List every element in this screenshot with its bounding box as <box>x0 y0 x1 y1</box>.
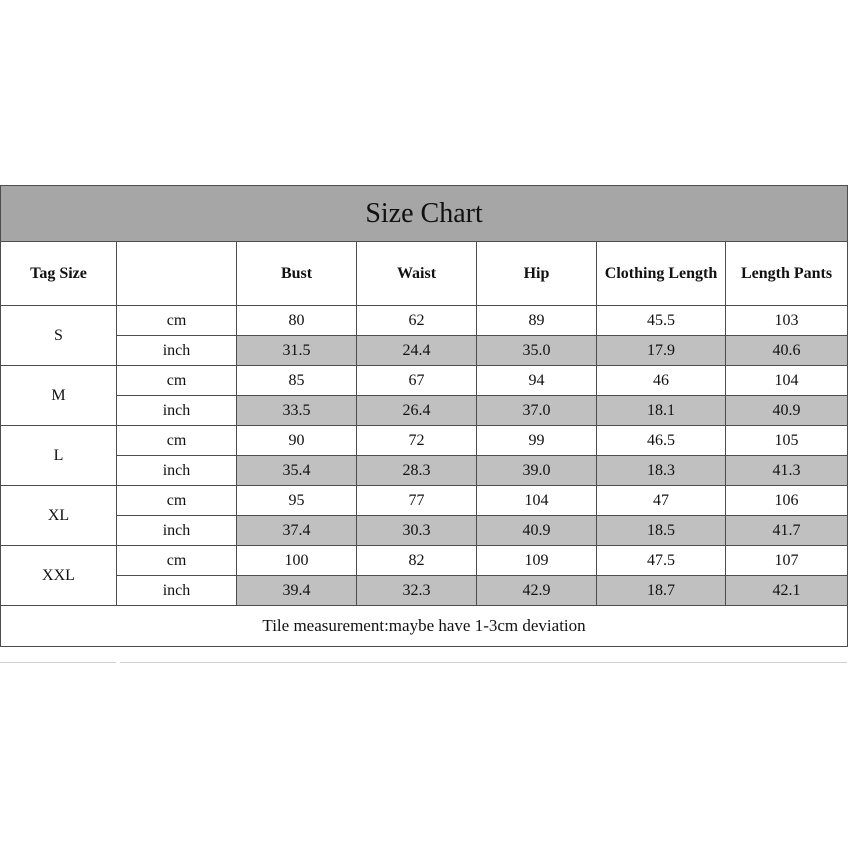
footnote-row <box>1 606 848 647</box>
value-cell: 28.3 <box>357 456 477 486</box>
chart-title: Size Chart <box>1 186 848 242</box>
unit-label: cm <box>117 306 237 336</box>
value-cell: 41.7 <box>726 516 848 546</box>
value-cell: 33.5 <box>237 396 357 426</box>
value-cell: 39.4 <box>237 576 357 606</box>
value-cell: 35.4 <box>237 456 357 486</box>
value-cell: 40.6 <box>726 336 848 366</box>
value-cell: 94 <box>477 366 597 396</box>
unit-label: inch <box>117 456 237 486</box>
column-header-tag-size: Tag Size <box>1 242 117 306</box>
value-cell: 24.4 <box>357 336 477 366</box>
value-cell: 47 <box>597 486 726 516</box>
size-label: XXL <box>1 546 117 606</box>
table-row <box>1 546 848 576</box>
value-cell: 107 <box>726 546 848 576</box>
value-cell: 85 <box>237 366 357 396</box>
header-row <box>1 242 848 306</box>
value-cell: 72 <box>357 426 477 456</box>
grid-line-left <box>0 662 116 663</box>
column-header-hip: Hip <box>477 242 597 306</box>
column-header-waist: Waist <box>357 242 477 306</box>
table-row <box>1 456 848 486</box>
table-row <box>1 306 848 336</box>
value-cell: 40.9 <box>726 396 848 426</box>
value-cell: 37.4 <box>237 516 357 546</box>
value-cell: 82 <box>357 546 477 576</box>
column-header-clothing-length: Clothing Length <box>597 242 726 306</box>
value-cell: 46 <box>597 366 726 396</box>
unit-label: cm <box>117 426 237 456</box>
measurement-note: Tile measurement:maybe have 1-3cm deviation <box>1 606 848 647</box>
value-cell: 30.3 <box>357 516 477 546</box>
value-cell: 89 <box>477 306 597 336</box>
value-cell: 42.9 <box>477 576 597 606</box>
value-cell: 47.5 <box>597 546 726 576</box>
value-cell: 37.0 <box>477 396 597 426</box>
value-cell: 104 <box>726 366 848 396</box>
value-cell: 77 <box>357 486 477 516</box>
grid-line-right <box>120 662 847 663</box>
table-row <box>1 396 848 426</box>
value-cell: 105 <box>726 426 848 456</box>
column-header-bust: Bust <box>237 242 357 306</box>
unit-label: inch <box>117 336 237 366</box>
size-label: S <box>1 306 117 366</box>
value-cell: 90 <box>237 426 357 456</box>
value-cell: 67 <box>357 366 477 396</box>
value-cell: 31.5 <box>237 336 357 366</box>
value-cell: 18.5 <box>597 516 726 546</box>
value-cell: 39.0 <box>477 456 597 486</box>
column-header-length-pants: Length Pants <box>726 242 848 306</box>
value-cell: 32.3 <box>357 576 477 606</box>
unit-label: cm <box>117 486 237 516</box>
table-row <box>1 366 848 396</box>
column-header-unit <box>117 242 237 306</box>
value-cell: 18.1 <box>597 396 726 426</box>
value-cell: 26.4 <box>357 396 477 426</box>
value-cell: 17.9 <box>597 336 726 366</box>
value-cell: 18.7 <box>597 576 726 606</box>
value-cell: 80 <box>237 306 357 336</box>
table-row <box>1 486 848 516</box>
unit-label: inch <box>117 516 237 546</box>
table-row <box>1 576 848 606</box>
value-cell: 18.3 <box>597 456 726 486</box>
value-cell: 100 <box>237 546 357 576</box>
value-cell: 62 <box>357 306 477 336</box>
value-cell: 95 <box>237 486 357 516</box>
unit-label: cm <box>117 366 237 396</box>
value-cell: 99 <box>477 426 597 456</box>
size-label: XL <box>1 486 117 546</box>
value-cell: 109 <box>477 546 597 576</box>
unit-label: cm <box>117 546 237 576</box>
value-cell: 103 <box>726 306 848 336</box>
value-cell: 35.0 <box>477 336 597 366</box>
table-row <box>1 426 848 456</box>
unit-label: inch <box>117 576 237 606</box>
value-cell: 42.1 <box>726 576 848 606</box>
unit-label: inch <box>117 396 237 426</box>
value-cell: 45.5 <box>597 306 726 336</box>
value-cell: 46.5 <box>597 426 726 456</box>
value-cell: 40.9 <box>477 516 597 546</box>
size-label: L <box>1 426 117 486</box>
table-row <box>1 516 848 546</box>
size-chart-table <box>0 185 848 647</box>
value-cell: 106 <box>726 486 848 516</box>
size-label: M <box>1 366 117 426</box>
table-row <box>1 336 848 366</box>
value-cell: 41.3 <box>726 456 848 486</box>
value-cell: 104 <box>477 486 597 516</box>
